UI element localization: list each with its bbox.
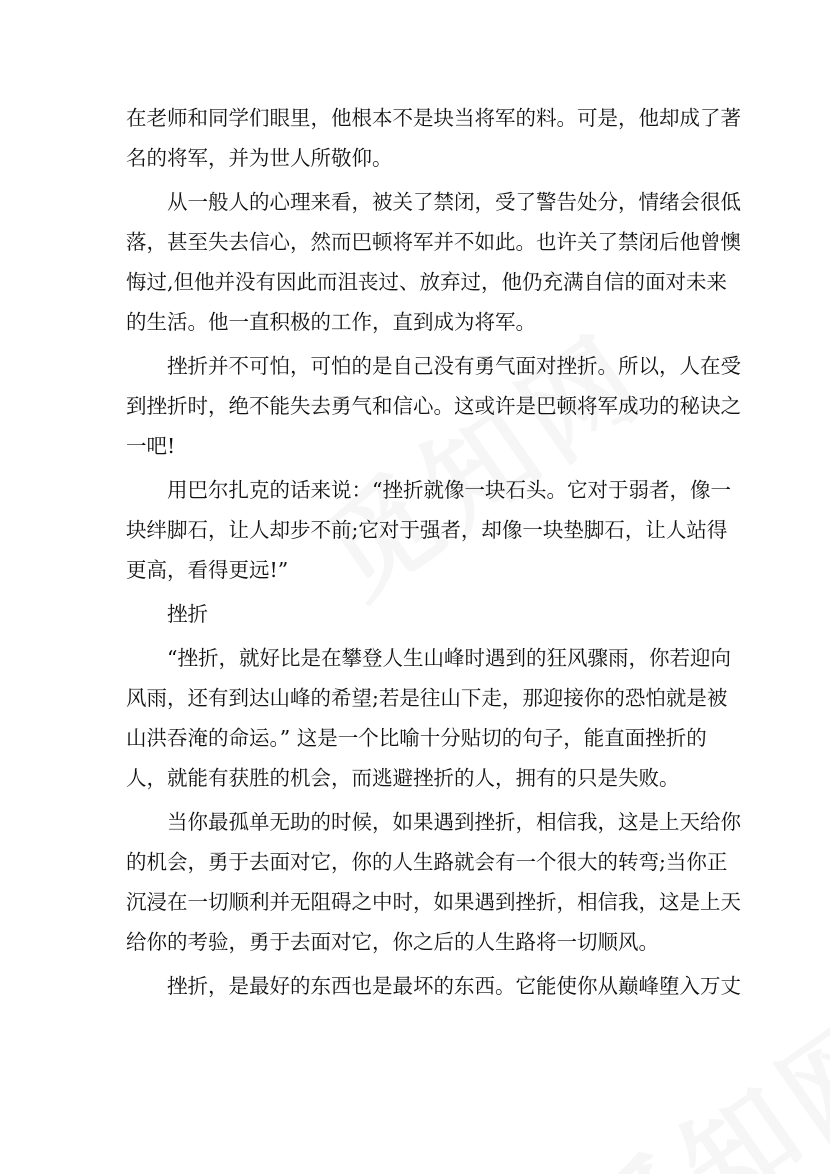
section-heading — [126, 594, 706, 634]
text-line: 风雨，还有到达山峰的希望;若是往山下走，那迎接你的恐怕就是被 — [126, 686, 728, 710]
document-body — [126, 98, 741, 1006]
text-line: 的机会，勇于去面对它，你的人生路就会有一个很大的转弯;当你正 — [126, 850, 728, 874]
text-line: 名的将军，并为世人所敬仰。 — [126, 146, 393, 170]
text-line: 落，甚至失去信心，然而巴顿将军并不如此。也许关了禁闭后他曾懊 — [126, 230, 741, 254]
text-line: 挫折并不可怕，可怕的是自己没有勇气面对挫折。所以，人在受 — [167, 354, 741, 378]
text-line: 给你的考验，勇于去面对它，你之后的人生路将一切顺风。 — [126, 930, 659, 954]
text-line: 的生活。他一直积极的工作，直到成为将军。 — [126, 310, 536, 334]
text-line: 沉浸在一切顺利并无阻碍之中时，如果遇到挫折，相信我，这是上天 — [126, 890, 741, 914]
paragraph — [126, 638, 731, 798]
text-line: 用巴尔扎克的话来说：“挫折就像一块石头。它对于弱者，像一 — [167, 478, 731, 502]
text-line: 当你最孤单无助的时候，如果遇到挫折，相信我，这是上天给你 — [167, 810, 741, 834]
text-line: 山洪吞淹的命运。” 这是一个比喻十分贴切的句子，能直面挫折的 — [126, 726, 707, 750]
paragraph — [126, 346, 741, 466]
text-line: “挫折，就好比是在攀登人生山峰时遇到的狂风骤雨，你若迎向 — [167, 646, 731, 670]
paragraph — [126, 966, 741, 1006]
paragraph — [126, 182, 741, 342]
paragraph — [126, 802, 741, 962]
text-line: 挫折 — [167, 602, 208, 626]
text-line: 更高，看得更远!” — [126, 558, 289, 582]
text-line: 到挫折时，绝不能失去勇气和信心。这或许是巴顿将军成功的秘诀之 — [126, 394, 741, 418]
paragraph — [126, 98, 741, 178]
text-line: 悔过,但他并没有因此而沮丧过、放弃过，他仍充满自信的面对未来 — [126, 270, 728, 294]
text-line: 块绊脚石，让人却步不前;它对于强者，却像一块垫脚石，让人站得 — [126, 518, 728, 542]
text-line: 人，就能有获胜的机会，而逃避挫折的人，拥有的只是失败。 — [126, 766, 680, 790]
paragraph — [126, 470, 731, 590]
text-line: 一吧! — [126, 434, 176, 458]
text-line: 在老师和同学们眼里，他根本不是块当将军的料。可是，他却成了著 — [126, 106, 741, 130]
text-line: 从一般人的心理来看，被关了禁闭，受了警告处分，情绪会很低 — [167, 190, 741, 214]
text-line: 挫折，是最好的东西也是最坏的东西。它能使你从巅峰堕入万丈 — [167, 974, 741, 998]
